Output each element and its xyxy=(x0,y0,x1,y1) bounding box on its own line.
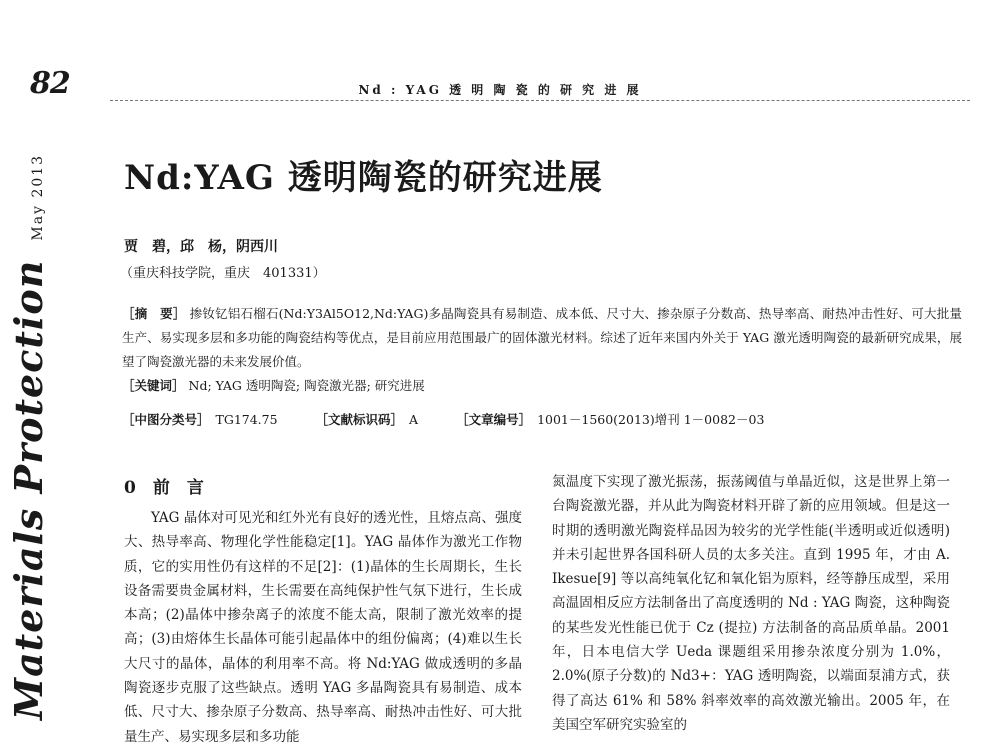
affiliation: （重庆科技学院，重庆 401331） xyxy=(120,266,326,281)
article-no-value: 1001－1560(2013)增刊 1－0082－03 xyxy=(537,412,765,427)
doc-code-label: ［文献标识码］ xyxy=(315,412,404,427)
journal-sidebar xyxy=(6,154,51,720)
abstract-label: ［摘 要］ xyxy=(122,306,186,321)
article-no-label: ［文章编号］ xyxy=(456,412,532,427)
doc-code-group xyxy=(316,412,419,427)
left-paragraph: YAG 晶体对可见光和红外光有良好的透光性，且熔点高、强度大、热导率高、物理化学性能稳定[1]。YAG 晶体作为激光工作物质，它的实用性仍有这样的不足[2]：(1)晶体的生长周期长，生长设备需要贵金属材料，生长需要在高纯保护性气氛下进行，生长成本高；(2)晶体中掺杂离子的浓度不能太高，限制了激光效率的提高；(3)由熔体生长晶体可能引起晶体中的组份偏离；(4)难以生长大尺寸的晶体，晶体的利用率不高。将 Nd:YAG 做成透明的多晶陶瓷逐步克服了这些缺点。透明 YAG 多晶陶瓷具有易制造、成本低、尺寸大、掺杂原子分数高、热导率高、耐热冲击性好、可大批量生产、易实现多层和多功能 xyxy=(124,510,522,745)
left-column xyxy=(124,506,522,749)
section-heading: 0 前 言 xyxy=(124,478,204,498)
clc-value: TG174.75 xyxy=(215,412,278,427)
header-rule xyxy=(110,100,970,101)
keywords: Nd; YAG 透明陶瓷; 陶瓷激光器; 研究进展 xyxy=(188,378,425,393)
journal-date: May 2013 xyxy=(30,153,46,241)
clc-group xyxy=(122,412,278,427)
authors: 贾 碧，邱 杨，阴西川 xyxy=(124,239,278,255)
article-no-group xyxy=(456,412,764,427)
journal-name: Materials Protection xyxy=(6,259,51,720)
keywords-label: ［关键词］ xyxy=(122,378,185,393)
doc-code-value: A xyxy=(409,412,419,427)
right-paragraph: 氮温度下实现了激光振荡，振荡阈值与单晶近似，这是世界上第一台陶瓷激光器，并从此为陶瓷材料开辟了新的应用领域。但是这一时期的透明激光陶瓷样品因为较劣的光学性能(半透明或近似透明)并未引起世界各国科研人员的太多关注。直到 1995 年，才由 A. Ikesue[9] 等以高纯氧化钇和氧化铝为原料，经等静压成型，采用高温固相反应方法制备出了高度透明的 Nd : YAG 陶瓷，这种陶瓷的某些发光性能已优于 Cz (提拉) 方法制备的高品质单晶。2001 年，日本电信大学 Ueda 课题组采用掺杂浓度分别为 1.0%，2.0%(原子分数)的 Nd3+：YAG 透明陶瓷，以端面泵浦方式，获得了高达 61% 和 58% 斜率效率的高效激光输出。2005 年，在美国空军研究实验室的 xyxy=(552,474,950,733)
abstract-text: 掺钕钇铝石榴石(Nd:Y3Al5O12,Nd:YAG)多晶陶瓷具有易制造、成本低、尺寸大、掺杂原子分数高、热导率高、耐热冲击性好、可大批量生产、易实现多层和多功能的陶瓷结构等优点，是目前应用范围最广的固体激光材料。综述了近年来国内外关于 YAG 激光透明陶瓷的最新研究成果，展望了陶瓷激光器的未来发展价值。 xyxy=(122,306,962,369)
clc-label: ［中图分类号］ xyxy=(122,412,210,427)
abstract xyxy=(122,302,962,398)
page-number: 82 xyxy=(30,66,70,101)
running-header: Nd : YAG 透 明 陶 瓷 的 研 究 进 展 xyxy=(358,83,642,97)
article-title: Nd:YAG 透明陶瓷的研究进展 xyxy=(124,158,603,198)
classification-line xyxy=(122,410,798,428)
right-column xyxy=(552,470,950,737)
